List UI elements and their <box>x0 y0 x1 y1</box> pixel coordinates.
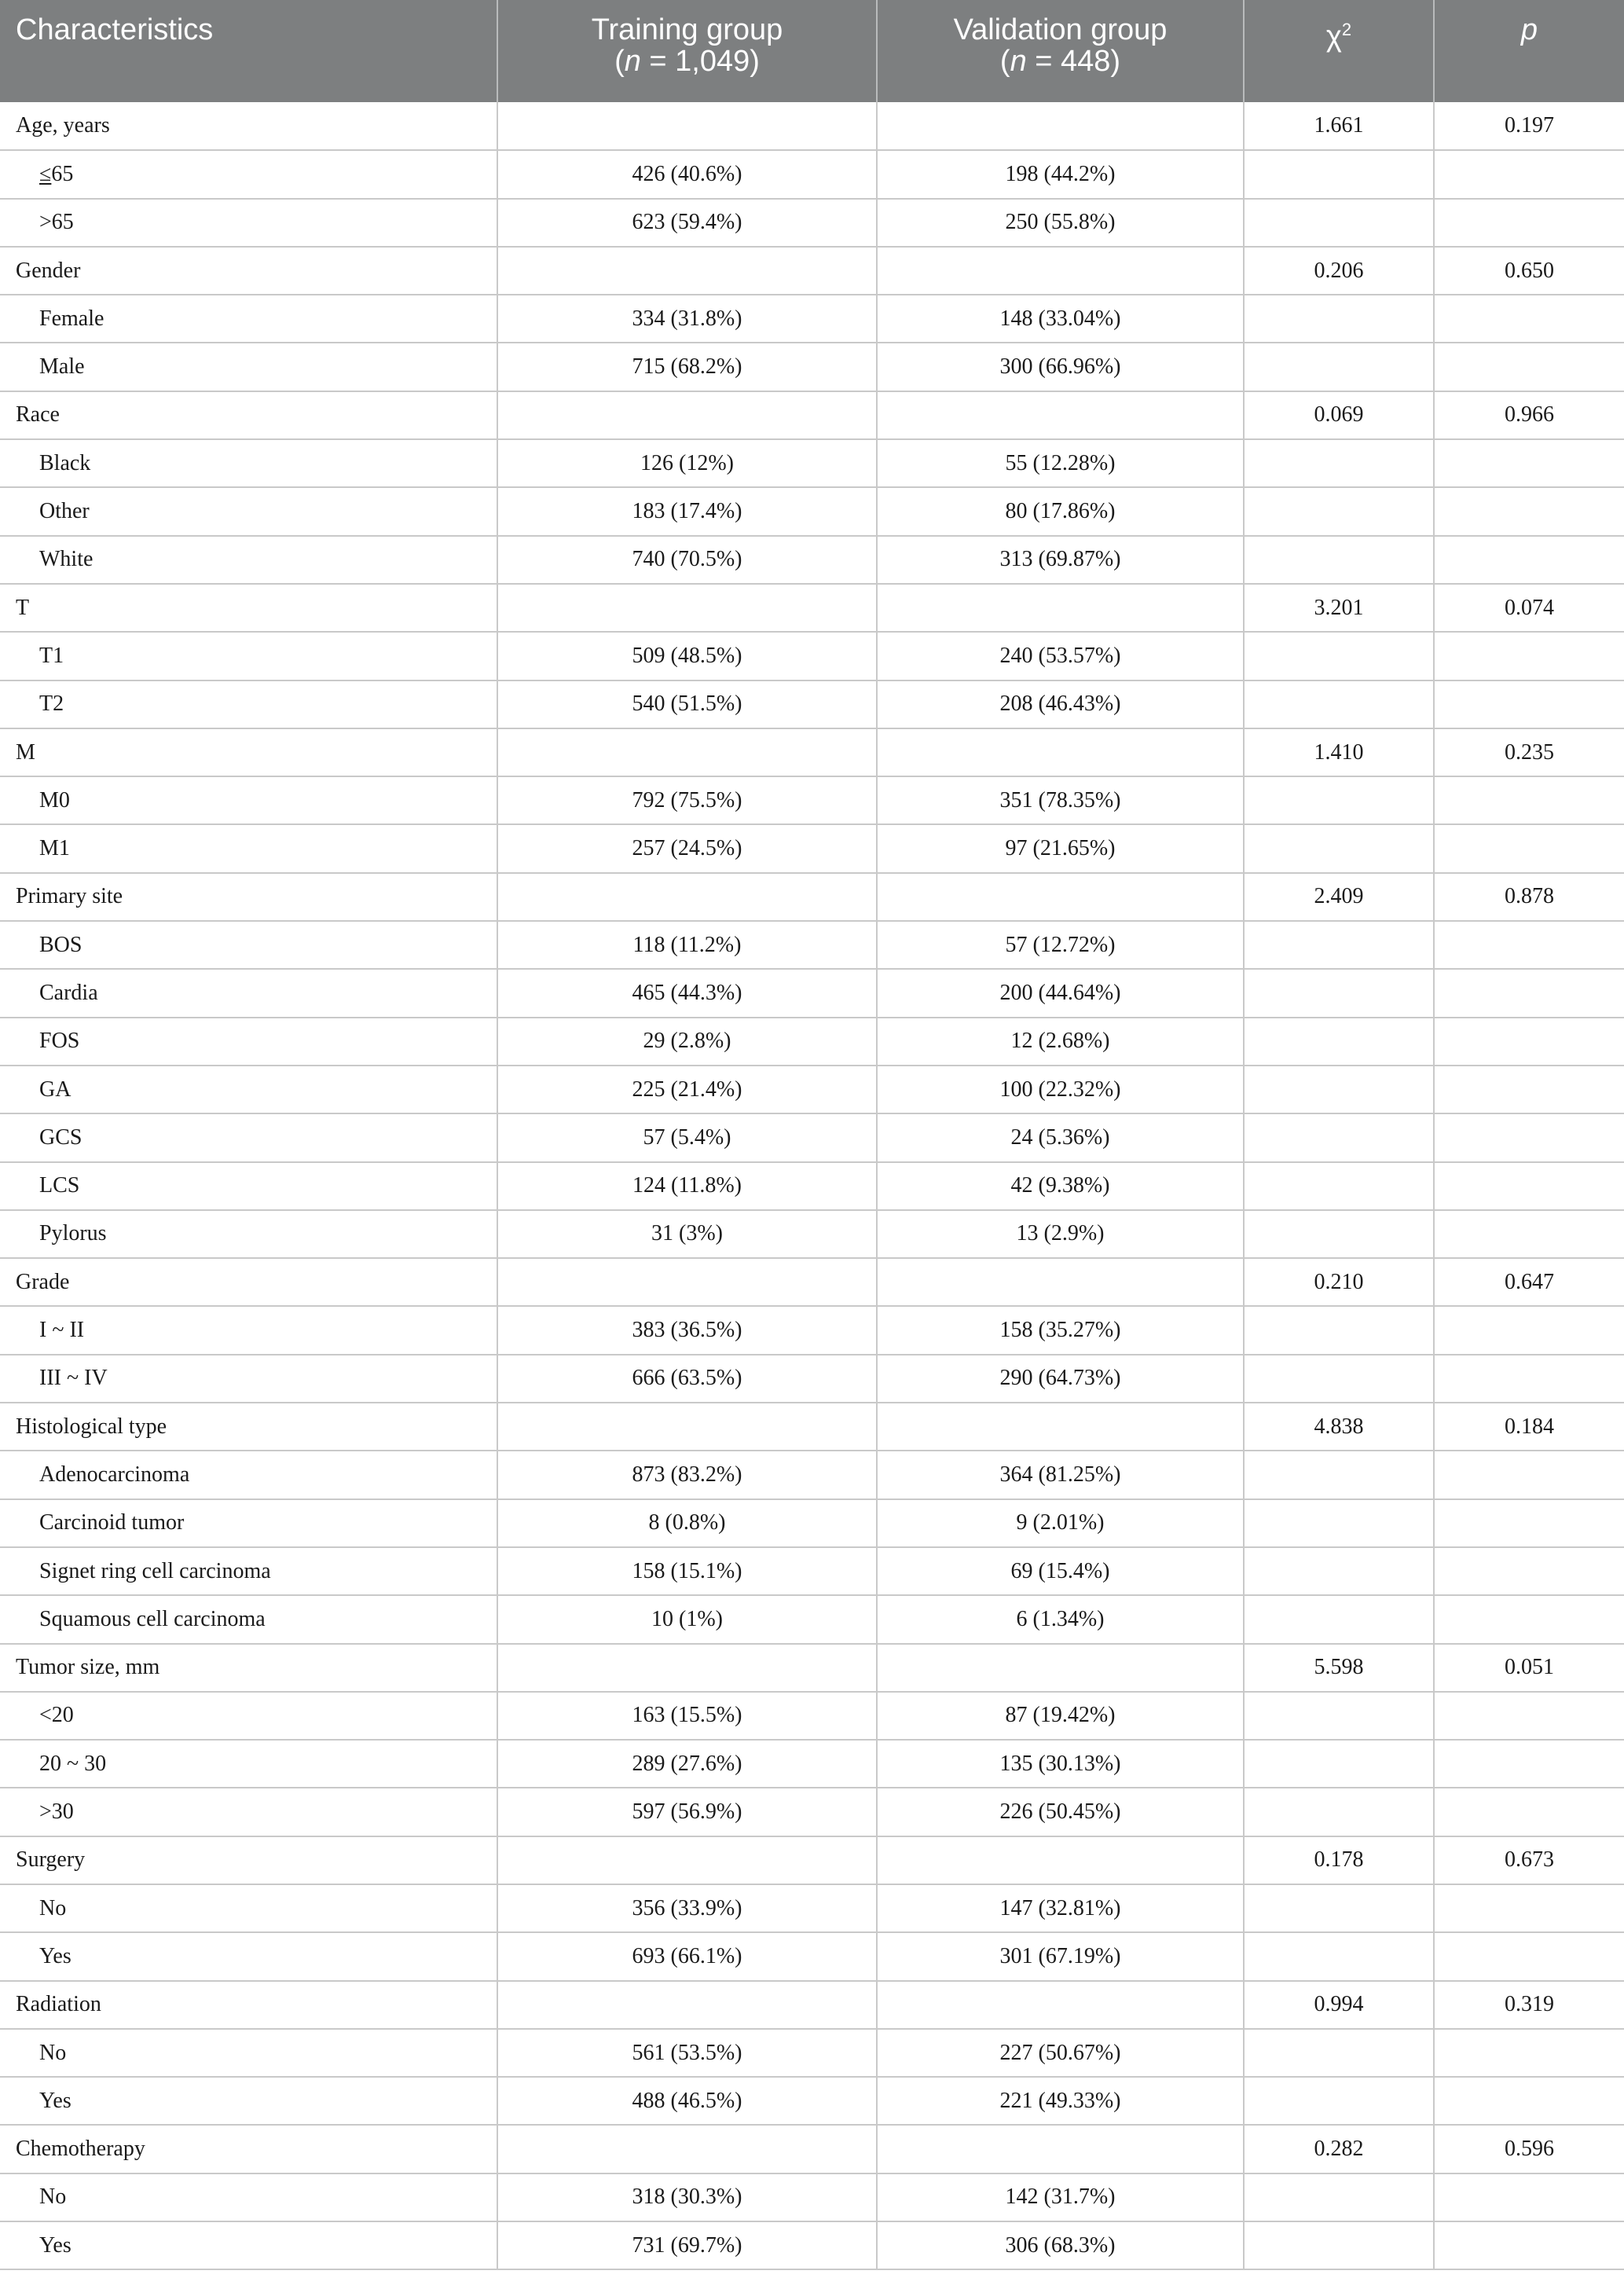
p-value-cell <box>1434 1547 1624 1595</box>
training-cell: 318 (30.3%) <box>497 2173 877 2221</box>
table-row <box>0 536 1624 584</box>
table-row <box>0 1499 1624 1547</box>
row-label: BOS <box>0 921 497 969</box>
p-value-cell: 0.673 <box>1434 1836 1624 1884</box>
header-validation-n-label: n <box>1010 45 1027 78</box>
row-label: Primary site <box>0 873 497 921</box>
table-body <box>0 102 1624 2269</box>
training-cell: 29 (2.8%) <box>497 1018 877 1066</box>
training-cell <box>497 584 877 632</box>
table-row-category <box>0 247 1624 295</box>
validation-cell: 250 (55.8%) <box>877 199 1244 247</box>
row-label: No <box>0 2173 497 2221</box>
validation-cell: 135 (30.13%) <box>877 1740 1244 1788</box>
training-cell: 225 (21.4%) <box>497 1066 877 1113</box>
validation-cell <box>877 728 1244 776</box>
p-value-cell <box>1434 487 1624 535</box>
row-label: Pylorus <box>0 1210 497 1258</box>
chi-square-cell <box>1244 536 1434 584</box>
validation-cell <box>877 391 1244 439</box>
validation-cell: 80 (17.86%) <box>877 487 1244 535</box>
table-row <box>0 439 1624 487</box>
p-value-cell: 0.051 <box>1434 1644 1624 1692</box>
chi-square-cell <box>1244 2221 1434 2269</box>
header-training-n: (n = 1,049) <box>614 45 760 78</box>
row-label: T <box>0 584 497 632</box>
row-label: Squamous cell carcinoma <box>0 1595 497 1643</box>
chi-square-cell: 4.838 <box>1244 1403 1434 1451</box>
chi-square-cell <box>1244 1355 1434 1403</box>
validation-cell: 300 (66.96%) <box>877 343 1244 391</box>
chi-square-cell <box>1244 295 1434 343</box>
validation-cell: 158 (35.27%) <box>877 1306 1244 1354</box>
table-row <box>0 1306 1624 1354</box>
validation-cell: 87 (19.42%) <box>877 1692 1244 1740</box>
chi-square-cell <box>1244 1018 1434 1066</box>
training-cell: 792 (75.5%) <box>497 776 877 824</box>
chi-square-cell: 5.598 <box>1244 1644 1434 1692</box>
row-label: Carcinoid tumor <box>0 1499 497 1547</box>
row-label: Radiation <box>0 1981 497 2029</box>
row-label: LCS <box>0 1162 497 1210</box>
table-row <box>0 1692 1624 1740</box>
training-cell: 10 (1%) <box>497 1595 877 1643</box>
table-header <box>0 0 1624 102</box>
p-value-cell <box>1434 150 1624 198</box>
training-cell: 597 (56.9%) <box>497 1788 877 1836</box>
validation-cell: 97 (21.65%) <box>877 824 1244 872</box>
training-cell <box>497 102 877 150</box>
table-row <box>0 2221 1624 2269</box>
header-characteristics <box>0 0 497 102</box>
table-row-category <box>0 584 1624 632</box>
validation-cell: 6 (1.34%) <box>877 1595 1244 1643</box>
validation-cell: 200 (44.64%) <box>877 969 1244 1017</box>
p-value-cell <box>1434 199 1624 247</box>
training-cell <box>497 728 877 776</box>
table-row-category <box>0 2125 1624 2173</box>
validation-cell <box>877 1644 1244 1692</box>
p-value-cell <box>1434 1451 1624 1498</box>
p-value-cell <box>1434 776 1624 824</box>
p-value-cell <box>1434 1884 1624 1932</box>
p-value-cell: 0.878 <box>1434 873 1624 921</box>
chi-square-cell: 1.661 <box>1244 102 1434 150</box>
validation-cell: 57 (12.72%) <box>877 921 1244 969</box>
table-row-category <box>0 102 1624 150</box>
chi-square-cell <box>1244 1692 1434 1740</box>
validation-cell: 142 (31.7%) <box>877 2173 1244 2221</box>
row-label: Other <box>0 487 497 535</box>
p-value-cell: 0.647 <box>1434 1258 1624 1306</box>
row-label: FOS <box>0 1018 497 1066</box>
training-cell: 465 (44.3%) <box>497 969 877 1017</box>
p-value-cell <box>1434 1595 1624 1643</box>
training-cell <box>497 1403 877 1451</box>
table-row-category <box>0 1981 1624 2029</box>
chi-square-cell: 0.069 <box>1244 391 1434 439</box>
p-value-cell <box>1434 536 1624 584</box>
p-value-cell <box>1434 1066 1624 1113</box>
row-label: GCS <box>0 1113 497 1161</box>
validation-cell <box>877 1403 1244 1451</box>
p-value-cell <box>1434 921 1624 969</box>
validation-cell <box>877 1836 1244 1884</box>
chi-square-cell <box>1244 1932 1434 1980</box>
table-row <box>0 487 1624 535</box>
table-row <box>0 1547 1624 1595</box>
chi-square-cell <box>1244 1210 1434 1258</box>
table-row <box>0 1932 1624 1980</box>
table-row <box>0 343 1624 391</box>
table-row <box>0 1884 1624 1932</box>
training-cell: 163 (15.5%) <box>497 1692 877 1740</box>
header-training-label: Training group <box>591 13 783 46</box>
chi-square-cell <box>1244 2029 1434 2077</box>
training-cell: 118 (11.2%) <box>497 921 877 969</box>
p-value-cell <box>1434 824 1624 872</box>
row-label: <20 <box>0 1692 497 1740</box>
p-value-cell <box>1434 2077 1624 2125</box>
table-row <box>0 1162 1624 1210</box>
row-label: No <box>0 1884 497 1932</box>
validation-cell <box>877 1258 1244 1306</box>
table-row <box>0 969 1624 1017</box>
header-characteristics-label: Characteristics <box>16 13 214 46</box>
chi-square-cell: 2.409 <box>1244 873 1434 921</box>
row-label: No <box>0 2029 497 2077</box>
training-cell <box>497 873 877 921</box>
row-label: M0 <box>0 776 497 824</box>
p-value-cell <box>1434 680 1624 728</box>
table-row-category <box>0 391 1624 439</box>
row-label <box>0 150 497 198</box>
table-row <box>0 1788 1624 1836</box>
training-cell: 426 (40.6%) <box>497 150 877 198</box>
table-row-category <box>0 873 1624 921</box>
p-value-cell <box>1434 1162 1624 1210</box>
training-cell: 693 (66.1%) <box>497 1932 877 1980</box>
chi-square-cell <box>1244 2173 1434 2221</box>
chi-square-cell <box>1244 969 1434 1017</box>
training-cell <box>497 2125 877 2173</box>
training-cell: 740 (70.5%) <box>497 536 877 584</box>
chi-square-cell: 1.410 <box>1244 728 1434 776</box>
training-cell <box>497 1644 877 1692</box>
table-row <box>0 1066 1624 1113</box>
table-row-category <box>0 728 1624 776</box>
training-cell: 731 (69.7%) <box>497 2221 877 2269</box>
training-cell: 31 (3%) <box>497 1210 877 1258</box>
row-label: Grade <box>0 1258 497 1306</box>
row-label-prefix: ≤ <box>39 161 52 186</box>
training-cell: 158 (15.1%) <box>497 1547 877 1595</box>
header-chi-superscript: 2 <box>1341 20 1352 39</box>
training-cell: 666 (63.5%) <box>497 1355 877 1403</box>
validation-cell: 12 (2.68%) <box>877 1018 1244 1066</box>
chi-square-cell: 0.206 <box>1244 247 1434 295</box>
training-cell <box>497 247 877 295</box>
training-cell: 183 (17.4%) <box>497 487 877 535</box>
chi-square-cell: 0.210 <box>1244 1258 1434 1306</box>
chi-square-cell <box>1244 343 1434 391</box>
p-value-cell: 0.235 <box>1434 728 1624 776</box>
table-row <box>0 2077 1624 2125</box>
table-row <box>0 1595 1624 1643</box>
p-value-cell <box>1434 295 1624 343</box>
row-label-main: 65 <box>51 161 74 186</box>
table-row <box>0 921 1624 969</box>
table-row <box>0 199 1624 247</box>
chi-square-cell <box>1244 439 1434 487</box>
row-label: >65 <box>0 199 497 247</box>
row-label: I ~ II <box>0 1306 497 1354</box>
row-label: Yes <box>0 2077 497 2125</box>
row-label: T1 <box>0 632 497 680</box>
table-row <box>0 1355 1624 1403</box>
row-label: Gender <box>0 247 497 295</box>
chi-square-cell: 0.178 <box>1244 1836 1434 1884</box>
row-label: Yes <box>0 1932 497 1980</box>
validation-cell <box>877 873 1244 921</box>
table-row <box>0 1113 1624 1161</box>
row-label: >30 <box>0 1788 497 1836</box>
table-row <box>0 1740 1624 1788</box>
chi-square-cell <box>1244 632 1434 680</box>
validation-cell: 147 (32.81%) <box>877 1884 1244 1932</box>
p-value-cell: 0.319 <box>1434 1981 1624 2029</box>
training-cell: 873 (83.2%) <box>497 1451 877 1498</box>
p-value-cell <box>1434 2029 1624 2077</box>
header-p-label: p <box>1520 13 1538 46</box>
table-row-category <box>0 1403 1624 1451</box>
table-row <box>0 2173 1624 2221</box>
chi-square-cell <box>1244 1547 1434 1595</box>
training-cell: 126 (12%) <box>497 439 877 487</box>
validation-cell: 240 (53.57%) <box>877 632 1244 680</box>
table-row <box>0 824 1624 872</box>
header-p-value <box>1434 0 1624 102</box>
validation-cell: 198 (44.2%) <box>877 150 1244 198</box>
training-cell: 540 (51.5%) <box>497 680 877 728</box>
row-label: GA <box>0 1066 497 1113</box>
chi-square-cell <box>1244 1306 1434 1354</box>
header-validation-label: Validation group <box>953 13 1168 46</box>
training-cell: 8 (0.8%) <box>497 1499 877 1547</box>
row-label: Black <box>0 439 497 487</box>
validation-cell: 42 (9.38%) <box>877 1162 1244 1210</box>
validation-cell <box>877 102 1244 150</box>
p-value-cell <box>1434 1499 1624 1547</box>
training-cell: 715 (68.2%) <box>497 343 877 391</box>
table-row <box>0 295 1624 343</box>
header-training-group <box>497 0 877 102</box>
validation-cell: 55 (12.28%) <box>877 439 1244 487</box>
row-label: 20 ~ 30 <box>0 1740 497 1788</box>
row-label: T2 <box>0 680 497 728</box>
row-label: M <box>0 728 497 776</box>
row-label: Cardia <box>0 969 497 1017</box>
p-value-cell <box>1434 1210 1624 1258</box>
training-cell: 623 (59.4%) <box>497 199 877 247</box>
header-training-n-label: n <box>624 45 641 78</box>
chi-square-cell <box>1244 1740 1434 1788</box>
training-cell <box>497 1258 877 1306</box>
header-training-n-value: = 1,049) <box>640 45 760 78</box>
training-cell: 289 (27.6%) <box>497 1740 877 1788</box>
row-label: Tumor size, mm <box>0 1644 497 1692</box>
validation-cell: 148 (33.04%) <box>877 295 1244 343</box>
validation-cell: 221 (49.33%) <box>877 2077 1244 2125</box>
validation-cell: 100 (22.32%) <box>877 1066 1244 1113</box>
p-value-cell: 0.197 <box>1434 102 1624 150</box>
p-value-cell: 0.074 <box>1434 584 1624 632</box>
table-row <box>0 632 1624 680</box>
chi-square-cell: 0.994 <box>1244 1981 1434 2029</box>
header-chi-square <box>1244 0 1434 102</box>
p-value-cell: 0.966 <box>1434 391 1624 439</box>
row-label: Female <box>0 295 497 343</box>
training-cell: 257 (24.5%) <box>497 824 877 872</box>
validation-cell: 9 (2.01%) <box>877 1499 1244 1547</box>
chi-square-cell <box>1244 1451 1434 1498</box>
chi-square-cell <box>1244 1499 1434 1547</box>
row-label: Surgery <box>0 1836 497 1884</box>
chi-square-cell <box>1244 921 1434 969</box>
validation-cell: 301 (67.19%) <box>877 1932 1244 1980</box>
chi-square-cell <box>1244 487 1434 535</box>
chi-square-cell <box>1244 1113 1434 1161</box>
chi-square-cell <box>1244 1788 1434 1836</box>
training-cell: 509 (48.5%) <box>497 632 877 680</box>
training-cell: 383 (36.5%) <box>497 1306 877 1354</box>
row-label: White <box>0 536 497 584</box>
p-value-cell <box>1434 632 1624 680</box>
row-label: Chemotherapy <box>0 2125 497 2173</box>
p-value-cell <box>1434 1692 1624 1740</box>
validation-cell: 227 (50.67%) <box>877 2029 1244 2077</box>
validation-cell: 351 (78.35%) <box>877 776 1244 824</box>
validation-cell: 313 (69.87%) <box>877 536 1244 584</box>
row-label: III ~ IV <box>0 1355 497 1403</box>
p-value-cell <box>1434 1788 1624 1836</box>
p-value-cell <box>1434 1113 1624 1161</box>
table-row <box>0 2029 1624 2077</box>
header-validation-group <box>877 0 1244 102</box>
table-row <box>0 1210 1624 1258</box>
training-cell: 334 (31.8%) <box>497 295 877 343</box>
validation-cell <box>877 1981 1244 2029</box>
row-label: Signet ring cell carcinoma <box>0 1547 497 1595</box>
training-cell <box>497 391 877 439</box>
chi-square-cell <box>1244 1162 1434 1210</box>
chi-square-cell: 3.201 <box>1244 584 1434 632</box>
row-label: Yes <box>0 2221 497 2269</box>
table-row <box>0 680 1624 728</box>
table-row-category <box>0 1644 1624 1692</box>
chi-square-cell <box>1244 680 1434 728</box>
validation-cell: 208 (46.43%) <box>877 680 1244 728</box>
row-label: Male <box>0 343 497 391</box>
chi-square-cell <box>1244 1595 1434 1643</box>
p-value-cell: 0.650 <box>1434 247 1624 295</box>
table-row <box>0 1451 1624 1498</box>
p-value-cell: 0.184 <box>1434 1403 1624 1451</box>
row-label: M1 <box>0 824 497 872</box>
training-cell: 561 (53.5%) <box>497 2029 877 2077</box>
table-row <box>0 776 1624 824</box>
validation-cell <box>877 247 1244 295</box>
chi-square-cell <box>1244 150 1434 198</box>
header-validation-n-value: = 448) <box>1026 45 1121 78</box>
chi-square-cell <box>1244 1066 1434 1113</box>
training-cell: 57 (5.4%) <box>497 1113 877 1161</box>
p-value-cell <box>1434 1355 1624 1403</box>
training-cell: 356 (33.9%) <box>497 1884 877 1932</box>
p-value-cell <box>1434 2221 1624 2269</box>
chi-square-cell <box>1244 1884 1434 1932</box>
training-cell: 124 (11.8%) <box>497 1162 877 1210</box>
header-chi-symbol: χ <box>1325 20 1342 53</box>
table-row <box>0 1018 1624 1066</box>
row-label: Race <box>0 391 497 439</box>
p-value-cell <box>1434 1306 1624 1354</box>
row-label: Age, years <box>0 102 497 150</box>
table-row-category <box>0 1258 1624 1306</box>
table-row <box>0 150 1624 198</box>
validation-cell: 13 (2.9%) <box>877 1210 1244 1258</box>
validation-cell: 69 (15.4%) <box>877 1547 1244 1595</box>
training-cell: 488 (46.5%) <box>497 2077 877 2125</box>
row-label: Adenocarcinoma <box>0 1451 497 1498</box>
chi-square-cell <box>1244 2077 1434 2125</box>
row-label: Histological type <box>0 1403 497 1451</box>
validation-cell: 306 (68.3%) <box>877 2221 1244 2269</box>
validation-cell: 24 (5.36%) <box>877 1113 1244 1161</box>
training-cell <box>497 1981 877 2029</box>
validation-cell: 290 (64.73%) <box>877 1355 1244 1403</box>
p-value-cell <box>1434 969 1624 1017</box>
p-value-cell <box>1434 1740 1624 1788</box>
chi-square-cell <box>1244 824 1434 872</box>
p-value-cell <box>1434 2173 1624 2221</box>
p-value-cell <box>1434 1932 1624 1980</box>
validation-cell: 364 (81.25%) <box>877 1451 1244 1498</box>
p-value-cell: 0.596 <box>1434 2125 1624 2173</box>
p-value-cell <box>1434 439 1624 487</box>
training-cell <box>497 1836 877 1884</box>
header-validation-n: (n = 448) <box>999 45 1121 78</box>
validation-cell <box>877 2125 1244 2173</box>
table-row-category <box>0 1836 1624 1884</box>
p-value-cell <box>1434 343 1624 391</box>
chi-square-cell: 0.282 <box>1244 2125 1434 2173</box>
validation-cell: 226 (50.45%) <box>877 1788 1244 1836</box>
chi-square-cell <box>1244 776 1434 824</box>
validation-cell <box>877 584 1244 632</box>
chi-square-cell <box>1244 199 1434 247</box>
p-value-cell <box>1434 1018 1624 1066</box>
